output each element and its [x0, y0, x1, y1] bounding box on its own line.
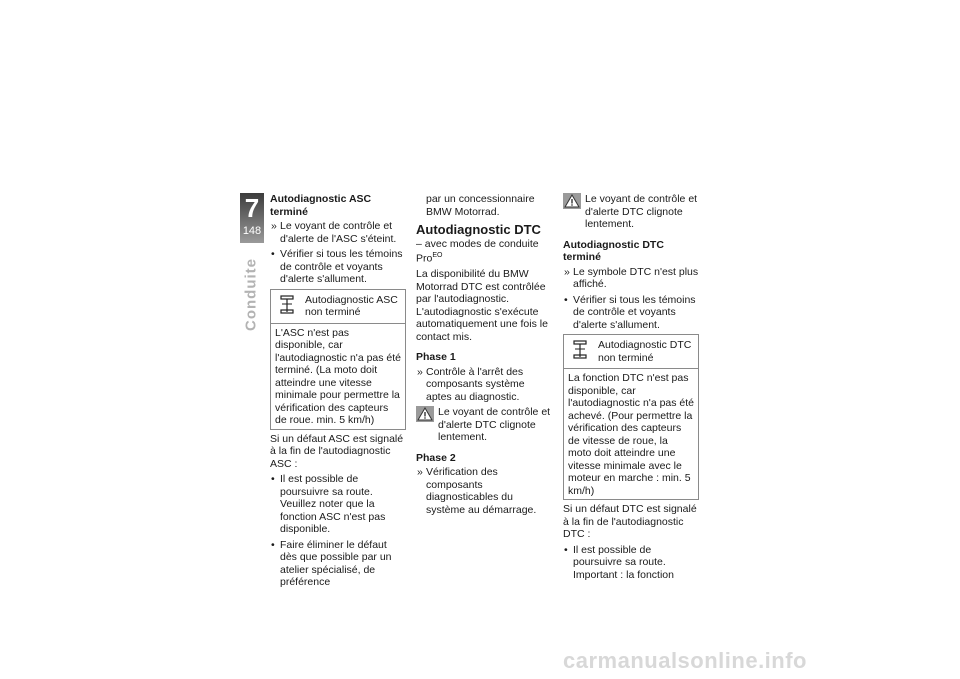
heading-dtc-done: Autodiagnostic DTC terminé [563, 238, 664, 263]
bullet-marker: • [271, 473, 275, 485]
paragraph: La disponibilité du BMW Motorrad DTC est contrôlée par l'autodiagnostic. L'autodiagnostic s'exécute automatiquement une fois le contact mis. [416, 268, 548, 343]
notice-box-title: Autodiagnostic DTC non terminé [598, 339, 692, 364]
notice-box-header [564, 335, 698, 369]
dash-line-text: avec modes de conduite Pro [416, 237, 539, 265]
bullet-item-text: Il est possible de poursuivre sa route. Important : la fonction [573, 543, 674, 581]
bullet-marker: • [271, 538, 275, 551]
warning-triangle-icon [563, 193, 581, 213]
column-2 [416, 193, 552, 519]
arrow-item [563, 266, 699, 291]
dash-superscript: EO [432, 252, 443, 259]
heading-phase-2: Phase 2 [416, 451, 456, 464]
bullet-item-text: Vérifier si tous les témoins de contrôle et voyants d'alerte s'allument. [280, 248, 403, 285]
arrow-marker: » [564, 265, 570, 278]
dtc-indicator-icon [572, 340, 588, 364]
bullet-item [563, 294, 699, 332]
notice-box-header [271, 290, 405, 324]
paragraph: Si un défaut DTC est signalé à la fin de l'autodiagnostic DTC : [563, 503, 697, 540]
arrow-item [416, 466, 552, 516]
paragraph: Si un défaut ASC est signalé à la fin de l'autodiagnostic ASC : [270, 432, 404, 470]
heading-asc-done: Autodiagnostic ASC terminé [270, 193, 372, 218]
bullet-item [563, 544, 699, 582]
chapter-number: 7 [244, 193, 260, 223]
notice-box-asc [270, 289, 406, 430]
arrow-marker: » [417, 466, 423, 478]
notice-box-body: La fonction DTC n'est pas disponible, car l'autodiagnostic n'a pas été achevé. (Pour permettre la vérification des capteurs de vitesse de roue, la moto doit atteindre une vitesse minimale avec le moteur en marche : min. 5 km/h) [568, 372, 695, 497]
arrow-marker: » [417, 365, 423, 378]
dash-marker: – [416, 237, 422, 250]
warning-triangle-icon [416, 406, 434, 426]
arrow-item-text: Le symbole DTC n'est plus affiché. [573, 265, 699, 290]
column-1 [270, 193, 406, 592]
watermark: carmanualsonline.info [563, 648, 807, 673]
bullet-item [270, 473, 406, 536]
bullet-marker: • [564, 543, 568, 556]
bullet-item-text: Il est possible de poursuivre sa route. Veuillez noter que la fonction ASC n'est pas disponible. [280, 473, 386, 535]
warning-text: Le voyant de contrôle et d'alerte DTC clignote lentement. [438, 406, 551, 443]
warning-text: Le voyant de contrôle et d'alerte DTC clignote lentement. [585, 193, 698, 230]
column-3 [563, 193, 699, 584]
continued-text-body: par un concessionnaire BMW Motorrad. [426, 193, 535, 218]
dash-line [416, 238, 552, 266]
notice-box-dtc [563, 334, 699, 500]
dtc-indicator-icon [279, 295, 295, 319]
arrow-item-text: Le voyant de contrôle et d'alerte de l'ASC s'éteint. [280, 220, 397, 245]
page-number: 148 [242, 225, 262, 237]
chapter-title: Conduite [242, 258, 260, 331]
bullet-item-text: Faire éliminer le défaut dès que possible par un atelier spécialisé, de préférence [280, 538, 392, 588]
bullet-marker: • [564, 293, 568, 306]
heading-phase-1: Phase 1 [416, 351, 456, 363]
notice-box-title: Autodiagnostic ASC non terminé [305, 293, 398, 318]
heading-dtc: Autodiagnostic DTC [416, 222, 541, 237]
notice-box-body: L'ASC n'est pas disponible, car l'autodiagnostic n'a pas été terminé. (La moto doit atteindre une vitesse minimale pour permettre la vérification des capteurs de roue. min. 5 km/h) [275, 326, 402, 426]
arrow-item [416, 366, 552, 404]
bullet-item [270, 539, 406, 589]
arrow-marker: » [271, 220, 277, 232]
arrow-item [270, 220, 406, 245]
arrow-item-text: Vérification des composants diagnosticables du système au démarrage. [426, 466, 537, 516]
warning-line [563, 193, 699, 231]
continued-text [416, 193, 552, 218]
bullet-marker: • [271, 248, 275, 260]
warning-line [416, 406, 552, 444]
arrow-item-text: Contrôle à l'arrêt des composants système aptes au diagnostic. [426, 365, 525, 403]
bullet-item [270, 248, 406, 286]
bullet-item-text: Vérifier si tous les témoins de contrôle et voyants d'alerte s'allument. [573, 293, 696, 331]
